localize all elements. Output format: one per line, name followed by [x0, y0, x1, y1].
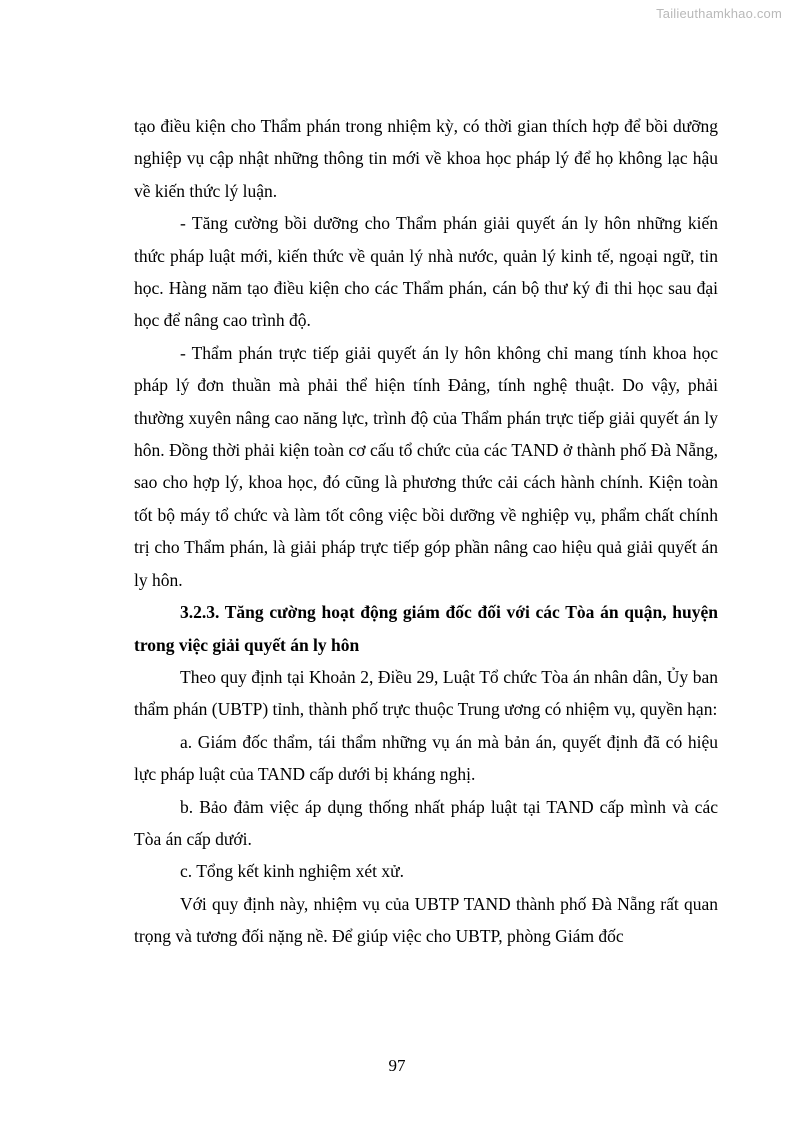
- list-item-b: b. Bảo đảm việc áp dụng thống nhất pháp luật tại TAND cấp mình và các Tòa án cấp dưới.: [134, 796, 718, 849]
- list-item-a: a. Giám đốc thẩm, tái thẩm những vụ án mà bản án, quyết định đã có hiệu lực pháp luật của TAND cấp dưới bị kháng nghị.: [134, 731, 718, 785]
- paragraph-regulation: Theo quy định tại Khoản 2, Điều 29, Luật Tổ chức Tòa án nhân dân, Ủy ban thẩm phán (UBTP) tỉnh, thành phố trực thuộc Trung ương có nhiệm vụ, quyền hạn:: [134, 666, 718, 720]
- paragraph-duties: Với quy định này, nhiệm vụ của UBTP TAND thành phố Đà Nẵng rất quan trọng và tương đối nặng nề. Để giúp việc cho UBTP, phòng Giám đốc: [134, 893, 718, 947]
- list-item-c: c. Tổng kết kinh nghiệm xét xử.: [180, 861, 404, 882]
- watermark: Tailieuthamkhao.com: [656, 6, 782, 21]
- paragraph-training: - Tăng cường bồi dưỡng cho Thẩm phán giải quyết án ly hôn những kiến thức pháp luật mới, kiến thức về quản lý nhà nước, quản lý kinh tế, ngoại ngữ, tin học. Hàng năm tạo điều kiện cho các Thẩm phán, cán bộ thư ký đi thi học sau đại học để nâng cao trình độ.: [134, 213, 718, 331]
- page-number: 97: [388, 1056, 406, 1075]
- section-heading: 3.2.3. Tăng cường hoạt động giám đốc đối với các Tòa án quận, huyện trong việc giải quyết án ly hôn: [134, 602, 718, 655]
- page-body: [134, 110, 718, 953]
- paragraph-judges: - Thẩm phán trực tiếp giải quyết án ly hôn không chỉ mang tính khoa học pháp lý đơn thuần mà phải thể hiện tính Đảng, tính nghệ thuật. Do vậy, phải thường xuyên nâng cao năng lực, trình độ của Thẩm phán trực tiếp giải quyết án ly hôn. Đồng thời phải kiện toàn cơ cấu tổ chức của các TAND ở thành phố Đà Nẵng, sao cho hợp lý, khoa học, đó cũng là phương thức cải cách hành chính. Kiện toàn tốt bộ máy tổ chức và làm tốt công việc bồi dưỡng về nghiệp vụ, phẩm chất chính trị cho Thẩm phán, là giải pháp trực tiếp góp phần nâng cao hiệu quả giải quyết án ly hôn.: [134, 342, 718, 590]
- paragraph-continuation: tạo điều kiện cho Thẩm phán trong nhiệm kỳ, có thời gian thích hợp để bồi dưỡng nghiệp vụ cập nhật những thông tin mới về khoa học pháp lý để họ không lạc hậu về kiến thức lý luận.: [134, 116, 718, 201]
